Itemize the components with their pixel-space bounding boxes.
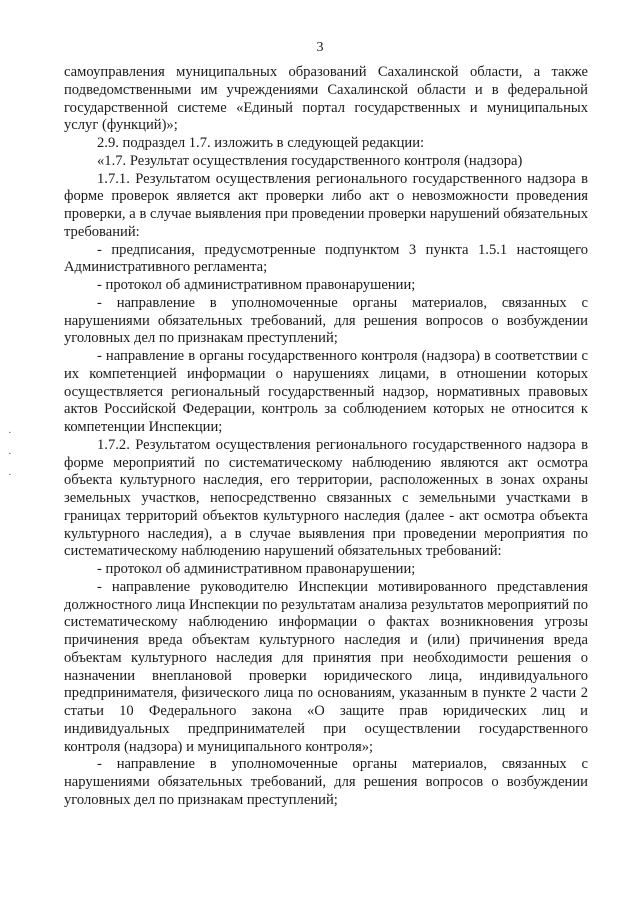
list-item: - протокол об административном правонарушении; — [97, 277, 416, 293]
paragraph: самоуправления муниципальных образований Сахалинской области, а также подведомственными им учреждениями Сахалинской области и в федеральной государственной системе «Единый портал государственных и муниципальных услуг (функций)»; — [64, 64, 588, 134]
paragraph: 1.7.1. Результатом осуществления регионального государственного надзора в форме проверок является акт проверки либо акт о невозможности проведения проверки, а в случае выявления при проведении проверки нарушений обязательных требований: — [64, 170, 588, 240]
page-number: 3 — [316, 40, 324, 55]
list-item: - направление руководителю Инспекции мотивированного представления должностного лица Инспекции по результатам анализа результатов мероприятий по систематическому наблюдению информации о фактах возникновения угрозы причинения вреда объектам культурного наследия и (или) причинения вреда объектам культурного наследия для принятия при необходимости решения о назначении внеплановой проверки юридического лица, индивидуального предпринимателя, физического лица по основаниям, указанным в пункте 2 части 2 статьи 10 Федерального закона «О защите прав юридических лиц и индивидуальных предпринимателей при осуществлении государственного контроля (надзора) и муниципального контроля»; — [64, 578, 588, 755]
list-item: - направление в органы государственного контроля (надзора) в соответствии с их компетенцией информации о нарушениях лицами, в отношении которых осуществляется региональный государственный надзор, нормативных правовых актов Российской Федерации, контроль за соблюдением которых не относится к компетенции Инспекции; — [64, 348, 588, 435]
list-item: - предписания, предусмотренные подпунктом 3 пункта 1.5.1 настоящего Административного регламента; — [64, 241, 588, 276]
margin-marks — [8, 428, 12, 491]
margin-mark-dot: · — [8, 448, 12, 460]
list-item: - направление в уполномоченные органы материалов, связанных с нарушениями обязательных требований, для решения вопросов о возбуждении уголовных дел по признакам преступлений; — [64, 756, 588, 808]
paragraph: 2.9. подраздел 1.7. изложить в следующей редакции: — [97, 135, 425, 151]
list-item: - протокол об административном правонарушении; — [97, 561, 416, 577]
paragraph: 1.7.2. Результатом осуществления регионального государственного надзора в форме мероприятий по систематическому наблюдению являются акт осмотра объекта культурного наследия, его территории, расположенных в зонах охраны земельных участков, непосредственно связанных с земельными участками в границах территорий объектов культурного наследия (далее - акт осмотра объекта культурного наследия), а в случае выявления при проведении мероприятия по систематическому наблюдению нарушений обязательных требований: — [64, 436, 588, 560]
margin-mark-dot: · — [8, 469, 12, 481]
document-body — [64, 64, 588, 810]
section-heading: «1.7. Результат осуществления государственного контроля (надзора) — [97, 152, 523, 169]
list-item: - направление в уполномоченные органы материалов, связанных с нарушениями обязательных требований, для решения вопросов о возбуждении уголовных дел по признакам преступлений; — [64, 294, 588, 347]
margin-mark-dot: · — [8, 427, 12, 439]
